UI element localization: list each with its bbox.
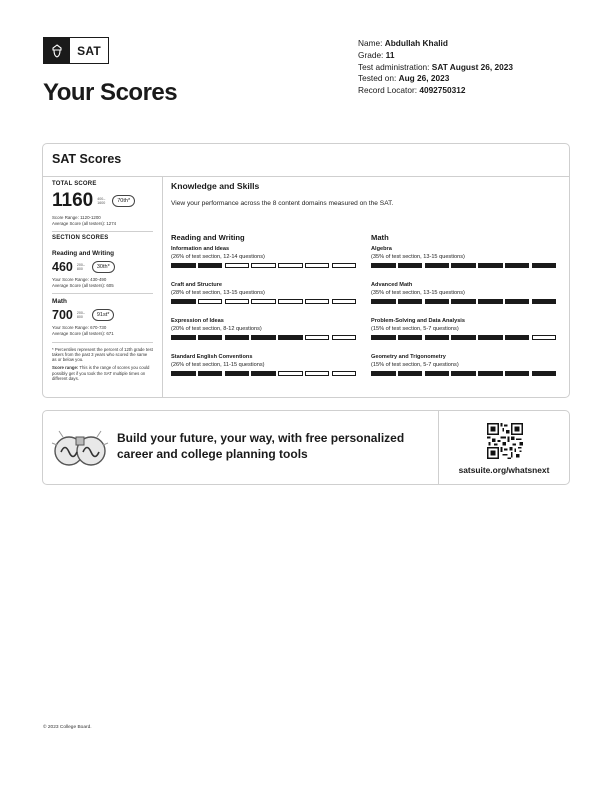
performance-segment [171,263,196,268]
performance-segment [332,335,357,340]
performance-segment [278,263,303,268]
performance-segment [532,371,557,376]
performance-segment [398,299,423,304]
math-range-scale: 200– 800 [76,310,85,320]
performance-segment [451,299,476,304]
performance-segment [225,335,250,340]
tested-value: Aug 26, 2023 [398,73,450,84]
performance-segment [478,299,503,304]
student-info [358,38,513,97]
grade-line: Grade: 11 [358,49,395,60]
performance-bar [171,335,371,340]
page-title: Your Scores [43,79,178,106]
performance-bar [171,299,371,304]
performance-segment [198,371,223,376]
rw-average: Average Score (all testers): 605 [52,282,114,288]
total-score-range: Score Range: 1120-1200 [52,215,101,220]
promo-banner [42,410,570,485]
performance-segment [478,263,503,268]
math-domains-title: Math [371,233,389,242]
performance-segment [305,371,330,376]
skills-title: Knowledge and Skills [171,181,260,191]
math-average: Average Score (all testers): 671 [52,330,114,336]
math-score: 700 [52,308,73,323]
performance-bar [171,263,371,268]
performance-segment [425,335,450,340]
divider [52,231,153,232]
performance-segment [251,371,276,376]
qr-code-icon[interactable] [487,423,523,459]
domain-description: (28% of test section, 13-15 questions) [171,290,265,296]
skills-description: View your performance across the 8 content domains measured on the SAT. [171,200,394,207]
rw-score-row [52,260,153,274]
rw-score: 460 [52,260,73,275]
percentile-footnote: * Percentiles represent the percent of 12th grade test takers from the past 3 years who scored the same as or below you. [52,346,153,363]
math-domain [371,246,571,268]
admin-value: SAT August 26, 2023 [431,61,513,72]
math-domain [371,354,571,376]
performance-segment [505,371,530,376]
performance-segment [251,299,276,304]
domain-description: (35% of test section, 13-15 questions) [371,290,465,296]
performance-segment [425,371,450,376]
performance-segment [171,371,196,376]
performance-segment [225,263,250,268]
performance-segment [398,263,423,268]
performance-bar [371,299,571,304]
admin-line: Test administration: SAT August 26, 2023 [358,61,513,72]
record-line: Record Locator: 4092750312 [358,85,466,96]
total-average: Average Score (all testers): 1274 [52,220,117,226]
domain-name: Information and Ideas [171,246,230,252]
domain-description: (35% of test section, 13-15 questions) [371,254,465,260]
divider [52,293,153,294]
rw-domains-column [171,233,371,390]
promo-link[interactable]: satsuite.org/whatsnext [458,465,550,475]
copyright: © 2023 College Board. [43,725,92,730]
performance-segment [278,299,303,304]
domain-description: (26% of test section, 11-15 questions) [171,362,265,368]
rw-domain [171,318,371,340]
performance-segment [225,371,250,376]
performance-segment [371,371,396,376]
domain-name: Geometry and Trigonometry [371,354,446,360]
card-title: SAT Scores [43,144,569,177]
performance-segment [171,299,196,304]
tested-line: Tested on: Aug 26, 2023 [358,73,450,84]
logo-text: SAT [77,43,101,58]
name-line: Name: Abdullah Khalid [358,38,448,48]
skills-sections [171,233,561,390]
grade-value: 11 [385,49,395,60]
performance-segment [451,263,476,268]
performance-bar [371,371,571,376]
performance-segment [478,335,503,340]
performance-segment [425,263,450,268]
rw-domain [171,282,371,304]
domain-name: Algebra [371,246,392,252]
binoculars-icon [49,425,111,473]
math-score-range: Your Score Range: 670-730 [52,325,107,331]
performance-segment [198,335,223,340]
domain-description: (15% of test section, 5-7 questions) [371,326,459,332]
performance-segment [305,335,330,340]
performance-segment [478,371,503,376]
domain-name: Standard English Conventions [171,354,253,360]
total-range-scale: 400– 1600 [97,196,106,205]
rw-score-range: Your Score Range: 430-490 [52,277,107,283]
total-percentile-badge: 70th* [112,195,135,207]
performance-segment [305,263,330,268]
total-score-label: TOTAL SCORE [52,181,97,187]
domain-name: Problem-Solving and Data Analysis [371,318,465,324]
performance-segment [532,299,557,304]
domain-description: (15% of test section, 5-7 questions) [371,362,459,368]
math-score-row [52,308,153,322]
math-domain [371,282,571,304]
total-score-row [52,190,153,212]
performance-segment [332,371,357,376]
performance-bar [171,371,371,376]
performance-segment [425,299,450,304]
performance-bar [371,335,571,340]
performance-segment [532,335,557,340]
divider [52,342,153,343]
performance-segment [398,371,423,376]
performance-segment [305,299,330,304]
performance-segment [505,335,530,340]
performance-segment [451,335,476,340]
performance-segment [278,371,303,376]
performance-segment [332,299,357,304]
domain-description: (20% of test section, 8-12 questions) [171,326,262,332]
domain-description: (26% of test section, 12-14 questions) [171,254,265,260]
performance-segment [198,263,223,268]
performance-segment [532,263,557,268]
math-domain [371,318,571,340]
performance-segment [505,299,530,304]
performance-segment [225,299,250,304]
score-range-footnote: Score range: This is the range of scores you could possibly get if you took the SAT multiple times on different days. [52,365,150,382]
domain-name: Craft and Structure [171,282,222,288]
rw-domains-title: Reading and Writing [171,233,245,242]
sat-logo [43,37,109,64]
math-domains-column [371,233,571,390]
performance-segment [398,335,423,340]
total-score: 1160 [52,190,94,211]
knowledge-skills [171,177,561,397]
math-percentile-badge: 91st* [92,309,115,321]
performance-bar [371,263,571,268]
score-summary [43,177,163,397]
domain-name: Advanced Math [371,282,413,288]
student-name: Abdullah Khalid [384,38,448,48]
rw-domain [171,246,371,268]
performance-segment [332,263,357,268]
performance-segment [278,335,303,340]
domain-name: Expression of Ideas [171,318,224,324]
performance-segment [371,263,396,268]
record-locator: 4092750312 [419,85,466,96]
math-label: Math [52,298,67,306]
rw-domain [171,354,371,376]
scores-card [42,143,570,398]
performance-segment [198,299,223,304]
performance-segment [451,371,476,376]
section-scores-label: SECTION SCORES [52,235,109,242]
rw-range-scale: 200– 800 [76,262,85,272]
acorn-icon [44,38,70,63]
performance-segment [371,299,396,304]
promo-text: Build your future, your way, with free personalized career and college planning tools [117,431,405,461]
performance-segment [171,335,196,340]
performance-segment [505,263,530,268]
performance-segment [371,335,396,340]
rw-label: Reading and Writing [52,250,115,258]
performance-segment [251,263,276,268]
rw-percentile-badge: 30th* [92,261,115,273]
performance-segment [251,335,276,340]
